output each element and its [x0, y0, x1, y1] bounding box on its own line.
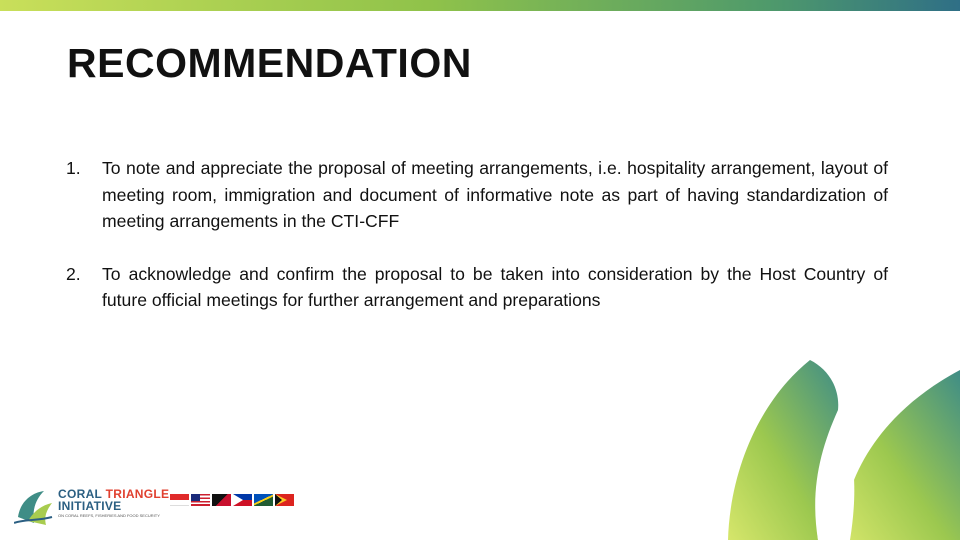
list-item	[66, 261, 888, 314]
decorative-wave-graphic	[720, 340, 960, 540]
malaysia-flag	[191, 494, 210, 506]
logo-text-coral: CORAL	[58, 487, 102, 501]
philippines-flag	[233, 494, 252, 506]
item-number: 1.	[66, 158, 81, 178]
coral-triangle-icon	[14, 487, 54, 527]
timor-leste-flag	[275, 494, 294, 506]
recommendation-list	[66, 155, 888, 340]
list-item	[66, 155, 888, 235]
item-number: 2.	[66, 263, 81, 284]
slide-title: RECOMMENDATION	[67, 40, 472, 86]
logo-text-triangle: TRIANGLE	[105, 487, 170, 501]
cti-logo	[14, 485, 314, 533]
header-accent-bar	[0, 0, 960, 11]
member-flags	[170, 494, 294, 506]
papua-new-guinea-flag	[212, 494, 231, 506]
solomon-islands-flag	[254, 494, 273, 506]
logo-text-initiative: INITIATIVE	[58, 499, 122, 513]
item-text: To note and appreciate the proposal of meeting arrangements, i.e. hospitality arrangement, layout of meeting room, immigration and document of informative note as part of having standardization of meeting arrangements in the CTI-CFF	[102, 158, 888, 231]
item-text: To acknowledge and confirm the proposal to be taken into consideration by the Host Country of future official meetings for further arrangement and preparations	[102, 263, 888, 310]
indonesia-flag	[170, 494, 189, 506]
logo-tagline: ON CORAL REEFS, FISHERIES AND FOOD SECURITY	[58, 513, 160, 518]
